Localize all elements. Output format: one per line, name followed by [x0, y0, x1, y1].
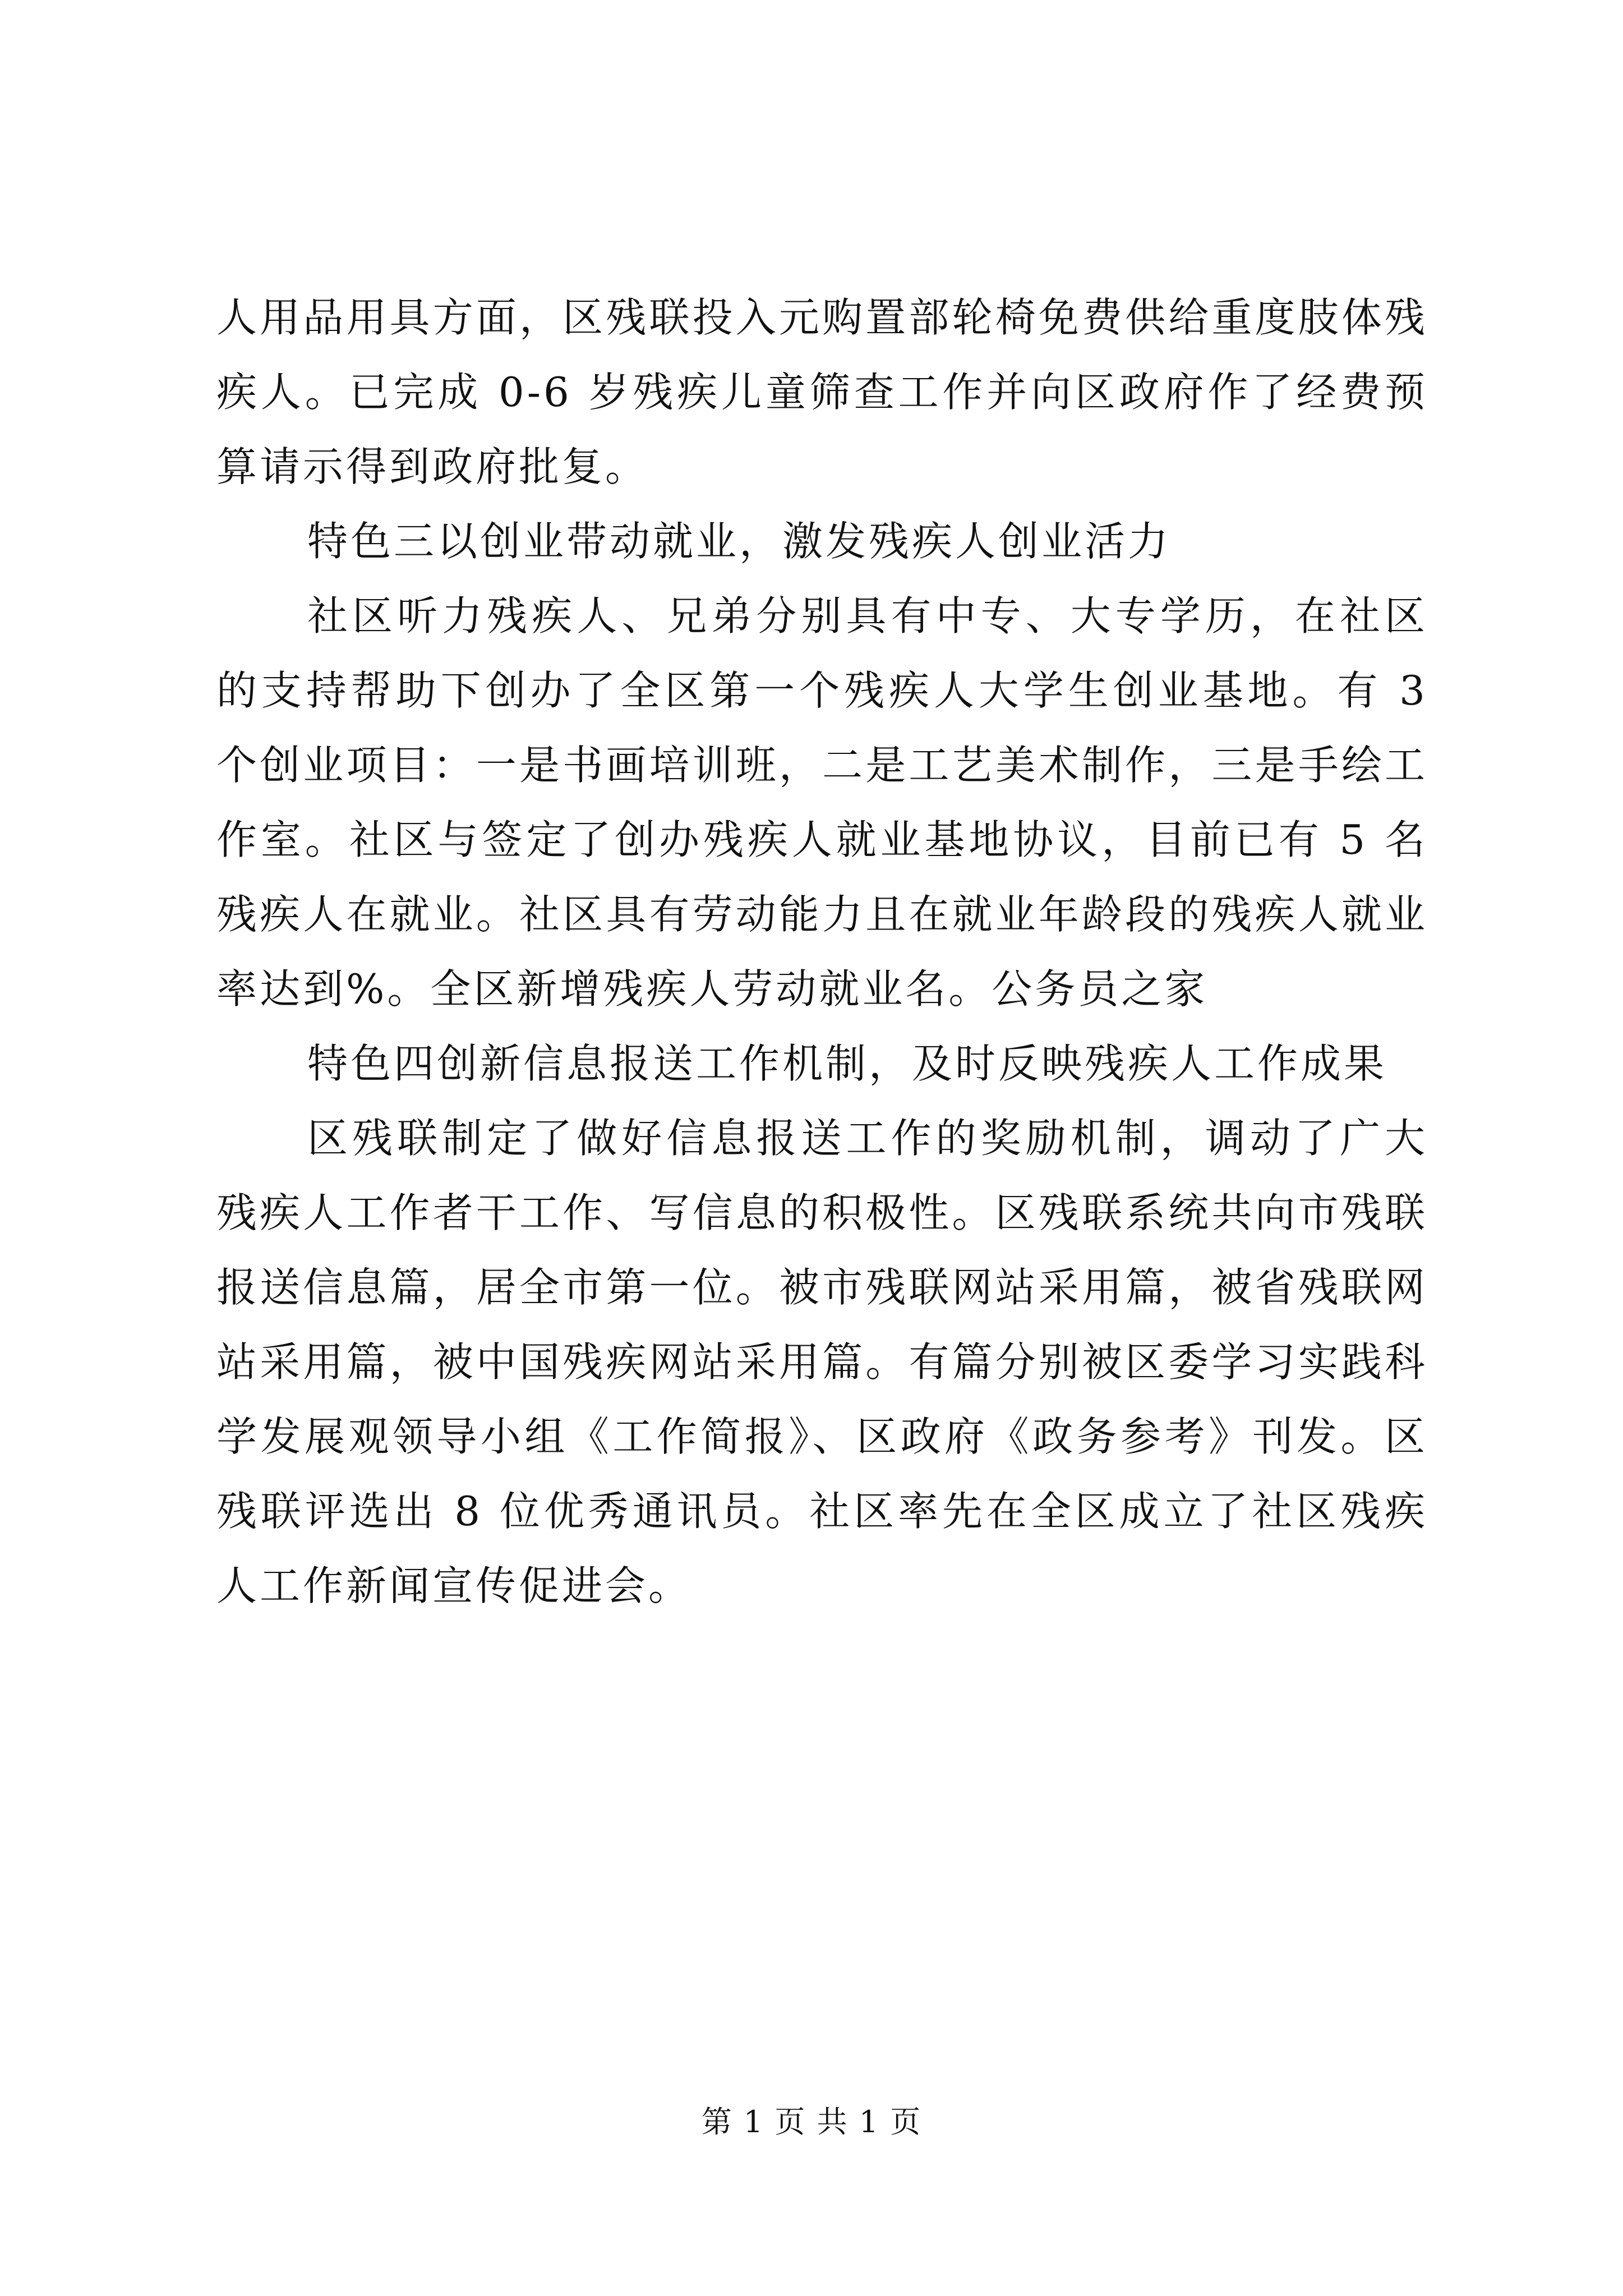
paragraph-information-reporting: 区残联制定了做好信息报送工作的奖励机制，调动了广大残疾人工作者干工作、写信息的积极性。区残联系统共向市残联报送信息篇，居全市第一位。被市残联网站采用篇，被省残联网站采用篇，被中国残疾网站采用篇。有篇分别被区委学习实践科学发展观领导小组《工作简报》、区政府《政务参考》刊发。区残联评选出 8 位优秀通讯员。社区率先在全区成立了社区残疾人工作新闻宣传促进会。: [216, 1115, 1428, 1609]
document-body: [216, 280, 1428, 1623]
section-heading-feature-three: 特色三以创业带动就业，激发残疾人创业活力: [307, 518, 1172, 565]
paragraph-continuation: 人用品用具方面，区残联投入元购置部轮椅免费供给重度肢体残疾人。已完成 0-6 岁残疾儿童筛查工作并向区政府作了经费预算请示得到政府批复。: [216, 294, 1428, 490]
page-number-footer: 第 1 页 共 1 页: [701, 2104, 922, 2139]
section-heading-feature-four: 特色四创新信息报送工作机制，及时反映残疾人工作成果: [307, 1040, 1387, 1087]
paragraph-entrepreneurship: 社区听力残疾人、兄弟分别具有中专、大专学历，在社区的支持帮助下创办了全区第一个残疾人大学生创业基地。有 3 个创业项目：一是书画培训班，二是工艺美术制作，三是手绘工作室。社区与签定了创办残疾人就业基地协议，目前已有 5 名残疾人在就业。社区具有劳动能力且在就业年龄段的残疾人就业率达到%。全区新增残疾人劳动就业名。公务员之家: [216, 592, 1428, 1013]
